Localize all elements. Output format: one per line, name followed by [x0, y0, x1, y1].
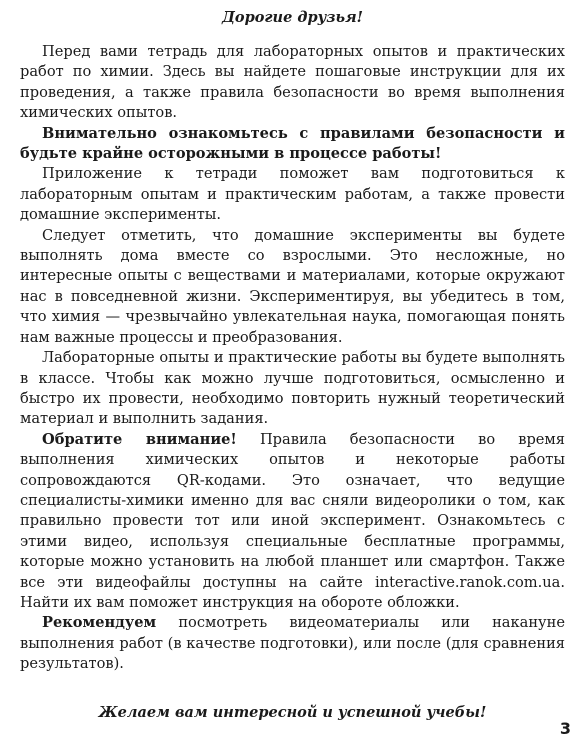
paragraph-text: Лабораторные опыты и практические работы вы будете выполнять в классе. Чтобы как можно лучше подготовиться, осмысленно и быстро их провести, необходимо повторить нужный теоретический материал и выполнить задания.: [20, 349, 565, 428]
closing-wish: Желаем вам интересной и успешной учебы!: [98, 703, 487, 721]
paragraph-home-experiments: [20, 226, 565, 348]
paragraph-recommendation: [20, 613, 565, 674]
paragraph-bold-lead: Обратите внимание!: [42, 430, 237, 448]
page-title: Дорогие друзья!: [222, 9, 363, 26]
paragraph-intro: [20, 42, 565, 124]
paragraph-bold-lead: Рекомендуем: [42, 614, 157, 632]
paragraph-lab-work: [20, 348, 565, 430]
paragraph-bold-lead: Внимательно ознакомьтесь с правилами безопасности и будьте крайне осторожными в процессе работы!: [20, 124, 565, 163]
paragraph-text: Следует отметить, что домашние эксперименты вы будете выполнять дома вместе со взрослыми. Это несложные, но интересные опыты с веществами и материалами, которые окружают нас в повседневной жизни. Экспериментируя, вы убедитесь в том, что химия — чрезвычайно увлекательная наука, помогающая понять нам важные процессы и преобразования.: [20, 226, 565, 346]
paragraph-text: Правила безопасности во время выполнения химических опытов и некоторые работы сопровождаются QR-кодами. Это означает, что ведущие специалисты-химики именно для вас сняли видеоролики о том, как правильно провести тот или иной эксперимент. Ознакомьтесь с этими видео, используя специальные бесплатные программы, которые можно установить на любой планшет или смартфон. Также все эти видеофайлы доступны на сайте interactive.ranok.com.ua. Найти их вам поможет инструкция на обороте обложки.: [20, 430, 565, 611]
page-number: 3: [559, 719, 571, 738]
paragraph-qr-codes: [20, 430, 565, 614]
paragraph-appendix: [20, 164, 565, 225]
paragraph-text: Приложение к тетради поможет вам подготовиться к лабораторным опытам и практическим работам, а также провести домашние эксперименты.: [20, 165, 565, 224]
paragraph-text: посмотреть видеоматериалы или накануне выполнения работ (в качестве подготовки), или после (для сравнения результатов).: [20, 614, 565, 673]
paragraph-safety-warning: [20, 124, 565, 165]
paragraph-text: Перед вами тетрадь для лабораторных опытов и практических работ по химии. Здесь вы найдете пошаговые инструкции для их проведения, а также правила безопасности во время выполнения химических опытов.: [20, 43, 565, 122]
